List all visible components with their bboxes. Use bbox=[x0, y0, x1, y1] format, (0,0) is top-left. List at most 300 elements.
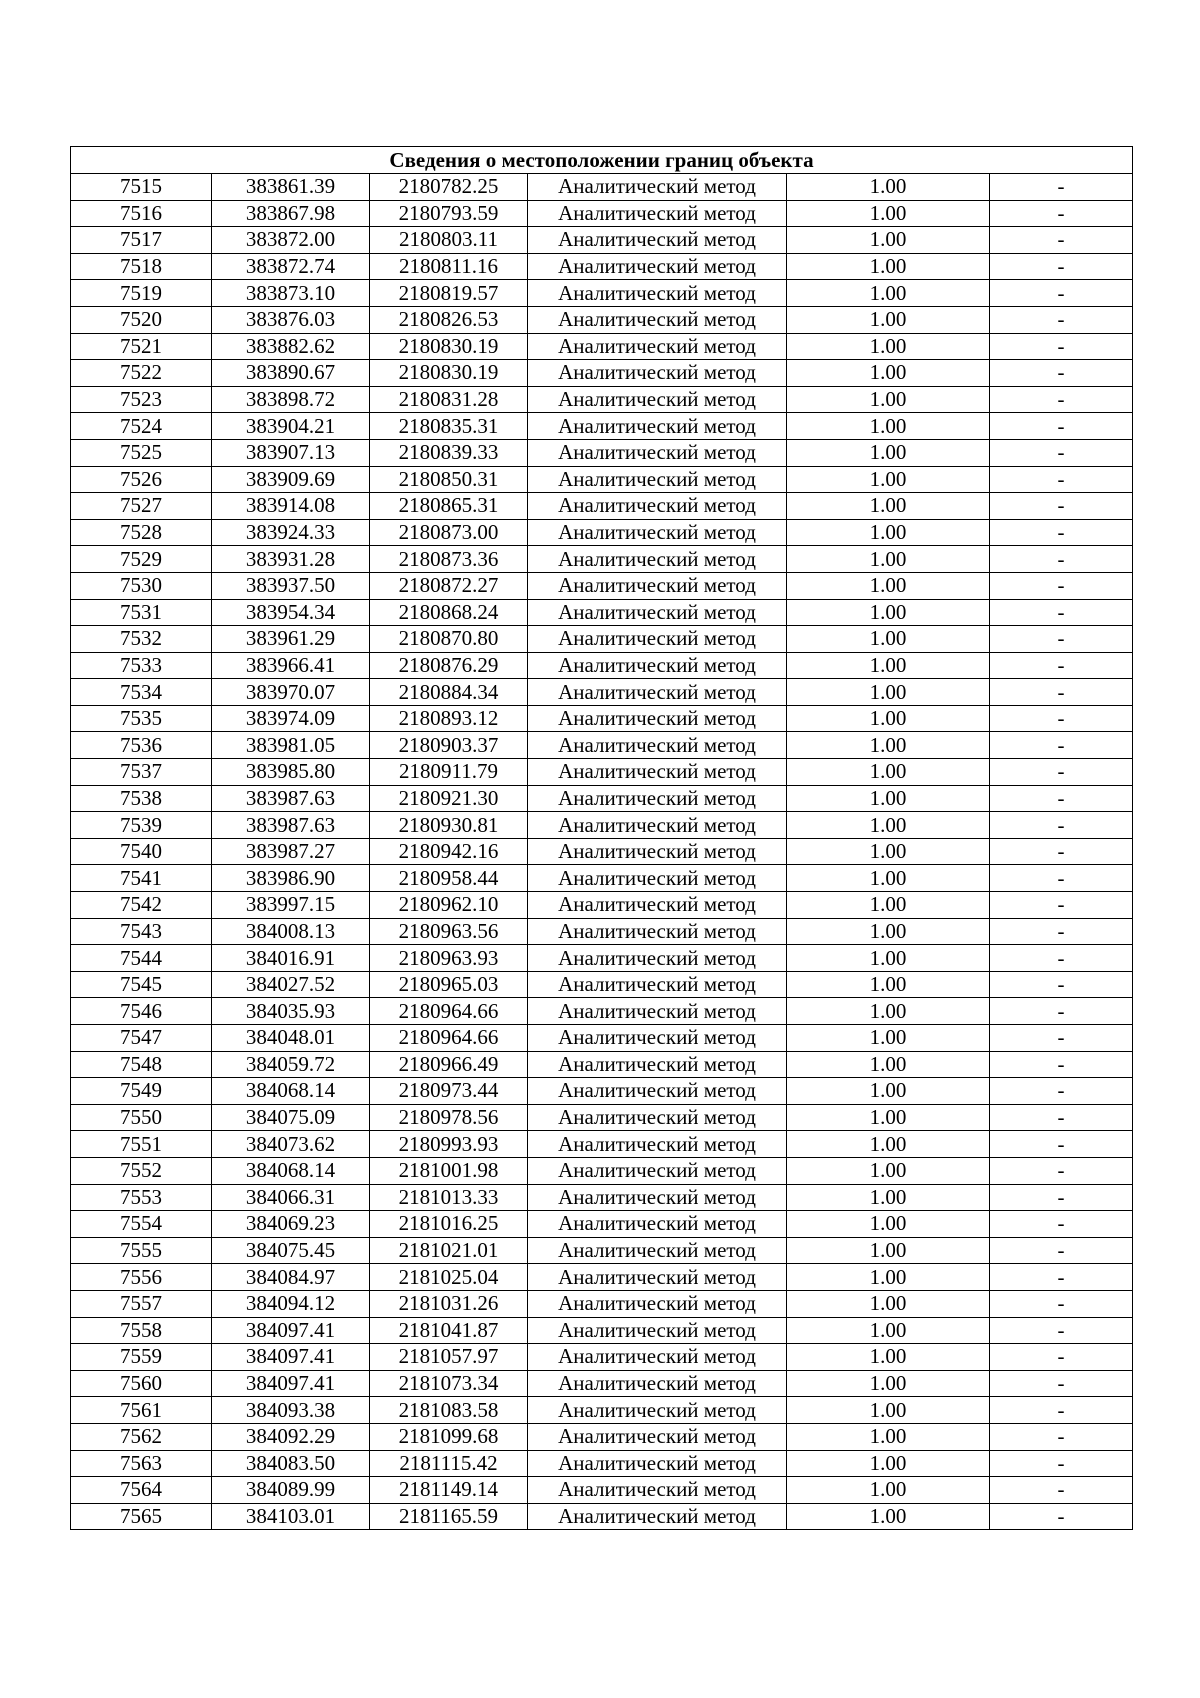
description-cell: - bbox=[990, 413, 1133, 440]
method-cell: Аналитический метод bbox=[528, 812, 787, 839]
description-cell: - bbox=[990, 652, 1133, 679]
method-cell: Аналитический метод bbox=[528, 174, 787, 201]
table-row bbox=[71, 360, 1133, 387]
point-number-cell: 7521 bbox=[71, 333, 212, 360]
point-number-cell: 7554 bbox=[71, 1211, 212, 1238]
point-number-cell: 7537 bbox=[71, 759, 212, 786]
table-row bbox=[71, 386, 1133, 413]
accuracy-cell: 1.00 bbox=[787, 1078, 990, 1105]
method-cell: Аналитический метод bbox=[528, 386, 787, 413]
x-coordinate-cell: 384097.41 bbox=[212, 1344, 370, 1371]
accuracy-cell: 1.00 bbox=[787, 759, 990, 786]
method-cell: Аналитический метод bbox=[528, 1290, 787, 1317]
table-row bbox=[71, 918, 1133, 945]
y-coordinate-cell: 2180793.59 bbox=[370, 200, 528, 227]
method-cell: Аналитический метод bbox=[528, 1131, 787, 1158]
description-cell: - bbox=[990, 1184, 1133, 1211]
description-cell: - bbox=[990, 1344, 1133, 1371]
description-cell: - bbox=[990, 599, 1133, 626]
table-row bbox=[71, 892, 1133, 919]
method-cell: Аналитический метод bbox=[528, 413, 787, 440]
table-row bbox=[71, 945, 1133, 972]
y-coordinate-cell: 2181057.97 bbox=[370, 1344, 528, 1371]
point-number-cell: 7526 bbox=[71, 466, 212, 493]
accuracy-cell: 1.00 bbox=[787, 626, 990, 653]
method-cell: Аналитический метод bbox=[528, 572, 787, 599]
x-coordinate-cell: 384083.50 bbox=[212, 1450, 370, 1477]
x-coordinate-cell: 384035.93 bbox=[212, 998, 370, 1025]
x-coordinate-cell: 384089.99 bbox=[212, 1477, 370, 1504]
description-cell: - bbox=[990, 1477, 1133, 1504]
point-number-cell: 7553 bbox=[71, 1184, 212, 1211]
x-coordinate-cell: 383882.62 bbox=[212, 333, 370, 360]
x-coordinate-cell: 383931.28 bbox=[212, 546, 370, 573]
table-row bbox=[71, 652, 1133, 679]
point-number-cell: 7548 bbox=[71, 1051, 212, 1078]
table-row bbox=[71, 1290, 1133, 1317]
description-cell: - bbox=[990, 679, 1133, 706]
table-row bbox=[71, 1423, 1133, 1450]
point-number-cell: 7515 bbox=[71, 174, 212, 201]
point-number-cell: 7561 bbox=[71, 1397, 212, 1424]
method-cell: Аналитический метод bbox=[528, 918, 787, 945]
table-row bbox=[71, 174, 1133, 201]
table-row bbox=[71, 1078, 1133, 1105]
accuracy-cell: 1.00 bbox=[787, 1290, 990, 1317]
x-coordinate-cell: 384068.14 bbox=[212, 1078, 370, 1105]
table-row bbox=[71, 439, 1133, 466]
description-cell: - bbox=[990, 785, 1133, 812]
point-number-cell: 7555 bbox=[71, 1237, 212, 1264]
description-cell: - bbox=[990, 174, 1133, 201]
accuracy-cell: 1.00 bbox=[787, 360, 990, 387]
x-coordinate-cell: 383987.27 bbox=[212, 838, 370, 865]
description-cell: - bbox=[990, 1290, 1133, 1317]
point-number-cell: 7531 bbox=[71, 599, 212, 626]
accuracy-cell: 1.00 bbox=[787, 1423, 990, 1450]
point-number-cell: 7524 bbox=[71, 413, 212, 440]
point-number-cell: 7551 bbox=[71, 1131, 212, 1158]
y-coordinate-cell: 2181149.14 bbox=[370, 1477, 528, 1504]
description-cell: - bbox=[990, 759, 1133, 786]
accuracy-cell: 1.00 bbox=[787, 1157, 990, 1184]
y-coordinate-cell: 2180830.19 bbox=[370, 360, 528, 387]
method-cell: Аналитический метод bbox=[528, 679, 787, 706]
method-cell: Аналитический метод bbox=[528, 1211, 787, 1238]
method-cell: Аналитический метод bbox=[528, 838, 787, 865]
x-coordinate-cell: 383872.74 bbox=[212, 253, 370, 280]
description-cell: - bbox=[990, 732, 1133, 759]
accuracy-cell: 1.00 bbox=[787, 945, 990, 972]
point-number-cell: 7534 bbox=[71, 679, 212, 706]
point-number-cell: 7522 bbox=[71, 360, 212, 387]
accuracy-cell: 1.00 bbox=[787, 998, 990, 1025]
description-cell: - bbox=[990, 1317, 1133, 1344]
table-row bbox=[71, 200, 1133, 227]
point-number-cell: 7539 bbox=[71, 812, 212, 839]
point-number-cell: 7535 bbox=[71, 705, 212, 732]
accuracy-cell: 1.00 bbox=[787, 1397, 990, 1424]
y-coordinate-cell: 2181073.34 bbox=[370, 1370, 528, 1397]
accuracy-cell: 1.00 bbox=[787, 174, 990, 201]
point-number-cell: 7552 bbox=[71, 1157, 212, 1184]
table-row bbox=[71, 1157, 1133, 1184]
description-cell: - bbox=[990, 626, 1133, 653]
description-cell: - bbox=[990, 1157, 1133, 1184]
x-coordinate-cell: 383914.08 bbox=[212, 493, 370, 520]
table-row bbox=[71, 759, 1133, 786]
accuracy-cell: 1.00 bbox=[787, 1211, 990, 1238]
accuracy-cell: 1.00 bbox=[787, 892, 990, 919]
method-cell: Аналитический метод bbox=[528, 227, 787, 254]
method-cell: Аналитический метод bbox=[528, 493, 787, 520]
description-cell: - bbox=[990, 838, 1133, 865]
point-number-cell: 7560 bbox=[71, 1370, 212, 1397]
description-cell: - bbox=[990, 945, 1133, 972]
table-row bbox=[71, 705, 1133, 732]
point-number-cell: 7546 bbox=[71, 998, 212, 1025]
accuracy-cell: 1.00 bbox=[787, 227, 990, 254]
accuracy-cell: 1.00 bbox=[787, 1264, 990, 1291]
method-cell: Аналитический метод bbox=[528, 1450, 787, 1477]
x-coordinate-cell: 384097.41 bbox=[212, 1317, 370, 1344]
method-cell: Аналитический метод bbox=[528, 1104, 787, 1131]
description-cell: - bbox=[990, 493, 1133, 520]
table-body bbox=[71, 147, 1133, 1530]
point-number-cell: 7527 bbox=[71, 493, 212, 520]
description-cell: - bbox=[990, 1078, 1133, 1105]
method-cell: Аналитический метод bbox=[528, 360, 787, 387]
table-row bbox=[71, 1131, 1133, 1158]
point-number-cell: 7542 bbox=[71, 892, 212, 919]
point-number-cell: 7529 bbox=[71, 546, 212, 573]
x-coordinate-cell: 383987.63 bbox=[212, 812, 370, 839]
accuracy-cell: 1.00 bbox=[787, 519, 990, 546]
x-coordinate-cell: 384066.31 bbox=[212, 1184, 370, 1211]
point-number-cell: 7550 bbox=[71, 1104, 212, 1131]
method-cell: Аналитический метод bbox=[528, 200, 787, 227]
accuracy-cell: 1.00 bbox=[787, 599, 990, 626]
point-number-cell: 7523 bbox=[71, 386, 212, 413]
method-cell: Аналитический метод bbox=[528, 1237, 787, 1264]
description-cell: - bbox=[990, 1503, 1133, 1530]
x-coordinate-cell: 384103.01 bbox=[212, 1503, 370, 1530]
description-cell: - bbox=[990, 1237, 1133, 1264]
x-coordinate-cell: 384094.12 bbox=[212, 1290, 370, 1317]
accuracy-cell: 1.00 bbox=[787, 306, 990, 333]
method-cell: Аналитический метод bbox=[528, 1264, 787, 1291]
method-cell: Аналитический метод bbox=[528, 1477, 787, 1504]
method-cell: Аналитический метод bbox=[528, 306, 787, 333]
description-cell: - bbox=[990, 200, 1133, 227]
accuracy-cell: 1.00 bbox=[787, 1025, 990, 1052]
table-row bbox=[71, 253, 1133, 280]
description-cell: - bbox=[990, 971, 1133, 998]
method-cell: Аналитический метод bbox=[528, 1344, 787, 1371]
table-row bbox=[71, 519, 1133, 546]
y-coordinate-cell: 2180868.24 bbox=[370, 599, 528, 626]
point-number-cell: 7563 bbox=[71, 1450, 212, 1477]
point-number-cell: 7518 bbox=[71, 253, 212, 280]
method-cell: Аналитический метод bbox=[528, 1370, 787, 1397]
point-number-cell: 7517 bbox=[71, 227, 212, 254]
x-coordinate-cell: 383924.33 bbox=[212, 519, 370, 546]
description-cell: - bbox=[990, 865, 1133, 892]
accuracy-cell: 1.00 bbox=[787, 918, 990, 945]
accuracy-cell: 1.00 bbox=[787, 1503, 990, 1530]
table-row bbox=[71, 732, 1133, 759]
method-cell: Аналитический метод bbox=[528, 546, 787, 573]
x-coordinate-cell: 384016.91 bbox=[212, 945, 370, 972]
description-cell: - bbox=[990, 1397, 1133, 1424]
y-coordinate-cell: 2180811.16 bbox=[370, 253, 528, 280]
table-row bbox=[71, 333, 1133, 360]
method-cell: Аналитический метод bbox=[528, 652, 787, 679]
x-coordinate-cell: 383987.63 bbox=[212, 785, 370, 812]
description-cell: - bbox=[990, 892, 1133, 919]
point-number-cell: 7519 bbox=[71, 280, 212, 307]
y-coordinate-cell: 2181021.01 bbox=[370, 1237, 528, 1264]
description-cell: - bbox=[990, 253, 1133, 280]
accuracy-cell: 1.00 bbox=[787, 280, 990, 307]
y-coordinate-cell: 2180978.56 bbox=[370, 1104, 528, 1131]
accuracy-cell: 1.00 bbox=[787, 1344, 990, 1371]
accuracy-cell: 1.00 bbox=[787, 838, 990, 865]
table-row bbox=[71, 306, 1133, 333]
x-coordinate-cell: 383898.72 bbox=[212, 386, 370, 413]
x-coordinate-cell: 384048.01 bbox=[212, 1025, 370, 1052]
accuracy-cell: 1.00 bbox=[787, 546, 990, 573]
y-coordinate-cell: 2180973.44 bbox=[370, 1078, 528, 1105]
x-coordinate-cell: 383954.34 bbox=[212, 599, 370, 626]
accuracy-cell: 1.00 bbox=[787, 200, 990, 227]
table-row bbox=[71, 413, 1133, 440]
point-number-cell: 7559 bbox=[71, 1344, 212, 1371]
table-row bbox=[71, 1264, 1133, 1291]
accuracy-cell: 1.00 bbox=[787, 333, 990, 360]
method-cell: Аналитический метод bbox=[528, 333, 787, 360]
y-coordinate-cell: 2180830.19 bbox=[370, 333, 528, 360]
y-coordinate-cell: 2180964.66 bbox=[370, 998, 528, 1025]
y-coordinate-cell: 2180870.80 bbox=[370, 626, 528, 653]
table-row bbox=[71, 1344, 1133, 1371]
y-coordinate-cell: 2180958.44 bbox=[370, 865, 528, 892]
accuracy-cell: 1.00 bbox=[787, 572, 990, 599]
method-cell: Аналитический метод bbox=[528, 1051, 787, 1078]
x-coordinate-cell: 383909.69 bbox=[212, 466, 370, 493]
description-cell: - bbox=[990, 1131, 1133, 1158]
y-coordinate-cell: 2181165.59 bbox=[370, 1503, 528, 1530]
point-number-cell: 7545 bbox=[71, 971, 212, 998]
description-cell: - bbox=[990, 360, 1133, 387]
accuracy-cell: 1.00 bbox=[787, 466, 990, 493]
point-number-cell: 7536 bbox=[71, 732, 212, 759]
point-number-cell: 7557 bbox=[71, 1290, 212, 1317]
point-number-cell: 7516 bbox=[71, 200, 212, 227]
description-cell: - bbox=[990, 998, 1133, 1025]
point-number-cell: 7564 bbox=[71, 1477, 212, 1504]
table-row bbox=[71, 1237, 1133, 1264]
point-number-cell: 7541 bbox=[71, 865, 212, 892]
point-number-cell: 7532 bbox=[71, 626, 212, 653]
method-cell: Аналитический метод bbox=[528, 626, 787, 653]
table-row bbox=[71, 971, 1133, 998]
y-coordinate-cell: 2180873.00 bbox=[370, 519, 528, 546]
y-coordinate-cell: 2180831.28 bbox=[370, 386, 528, 413]
y-coordinate-cell: 2180839.33 bbox=[370, 439, 528, 466]
accuracy-cell: 1.00 bbox=[787, 652, 990, 679]
y-coordinate-cell: 2180962.10 bbox=[370, 892, 528, 919]
x-coordinate-cell: 383876.03 bbox=[212, 306, 370, 333]
table-row bbox=[71, 626, 1133, 653]
table-row bbox=[71, 1370, 1133, 1397]
point-number-cell: 7538 bbox=[71, 785, 212, 812]
y-coordinate-cell: 2181025.04 bbox=[370, 1264, 528, 1291]
description-cell: - bbox=[990, 439, 1133, 466]
description-cell: - bbox=[990, 1025, 1133, 1052]
point-number-cell: 7558 bbox=[71, 1317, 212, 1344]
x-coordinate-cell: 383997.15 bbox=[212, 892, 370, 919]
method-cell: Аналитический метод bbox=[528, 705, 787, 732]
table-row bbox=[71, 280, 1133, 307]
y-coordinate-cell: 2180782.25 bbox=[370, 174, 528, 201]
x-coordinate-cell: 384075.45 bbox=[212, 1237, 370, 1264]
accuracy-cell: 1.00 bbox=[787, 812, 990, 839]
table-title-row bbox=[71, 147, 1133, 174]
description-cell: - bbox=[990, 1211, 1133, 1238]
accuracy-cell: 1.00 bbox=[787, 1051, 990, 1078]
method-cell: Аналитический метод bbox=[528, 1423, 787, 1450]
description-cell: - bbox=[990, 1423, 1133, 1450]
y-coordinate-cell: 2180911.79 bbox=[370, 759, 528, 786]
x-coordinate-cell: 384097.41 bbox=[212, 1370, 370, 1397]
method-cell: Аналитический метод bbox=[528, 1157, 787, 1184]
point-number-cell: 7547 bbox=[71, 1025, 212, 1052]
accuracy-cell: 1.00 bbox=[787, 439, 990, 466]
y-coordinate-cell: 2181016.25 bbox=[370, 1211, 528, 1238]
description-cell: - bbox=[990, 466, 1133, 493]
y-coordinate-cell: 2180963.56 bbox=[370, 918, 528, 945]
table-row bbox=[71, 865, 1133, 892]
x-coordinate-cell: 383890.67 bbox=[212, 360, 370, 387]
y-coordinate-cell: 2180819.57 bbox=[370, 280, 528, 307]
method-cell: Аналитический метод bbox=[528, 998, 787, 1025]
table-row bbox=[71, 1051, 1133, 1078]
y-coordinate-cell: 2180964.66 bbox=[370, 1025, 528, 1052]
y-coordinate-cell: 2180966.49 bbox=[370, 1051, 528, 1078]
accuracy-cell: 1.00 bbox=[787, 865, 990, 892]
y-coordinate-cell: 2181013.33 bbox=[370, 1184, 528, 1211]
method-cell: Аналитический метод bbox=[528, 865, 787, 892]
description-cell: - bbox=[990, 306, 1133, 333]
x-coordinate-cell: 383970.07 bbox=[212, 679, 370, 706]
accuracy-cell: 1.00 bbox=[787, 705, 990, 732]
method-cell: Аналитический метод bbox=[528, 1078, 787, 1105]
description-cell: - bbox=[990, 1264, 1133, 1291]
accuracy-cell: 1.00 bbox=[787, 493, 990, 520]
accuracy-cell: 1.00 bbox=[787, 679, 990, 706]
point-number-cell: 7520 bbox=[71, 306, 212, 333]
x-coordinate-cell: 384059.72 bbox=[212, 1051, 370, 1078]
accuracy-cell: 1.00 bbox=[787, 1131, 990, 1158]
table-title: Сведения о местоположении границ объекта bbox=[71, 147, 1133, 174]
accuracy-cell: 1.00 bbox=[787, 1184, 990, 1211]
method-cell: Аналитический метод bbox=[528, 466, 787, 493]
x-coordinate-cell: 383861.39 bbox=[212, 174, 370, 201]
y-coordinate-cell: 2181001.98 bbox=[370, 1157, 528, 1184]
y-coordinate-cell: 2180903.37 bbox=[370, 732, 528, 759]
table-row bbox=[71, 785, 1133, 812]
point-number-cell: 7528 bbox=[71, 519, 212, 546]
y-coordinate-cell: 2180963.93 bbox=[370, 945, 528, 972]
x-coordinate-cell: 383966.41 bbox=[212, 652, 370, 679]
x-coordinate-cell: 383872.00 bbox=[212, 227, 370, 254]
accuracy-cell: 1.00 bbox=[787, 386, 990, 413]
table-row bbox=[71, 466, 1133, 493]
description-cell: - bbox=[990, 280, 1133, 307]
y-coordinate-cell: 2180872.27 bbox=[370, 572, 528, 599]
y-coordinate-cell: 2180803.11 bbox=[370, 227, 528, 254]
table-row bbox=[71, 1450, 1133, 1477]
y-coordinate-cell: 2181115.42 bbox=[370, 1450, 528, 1477]
y-coordinate-cell: 2180873.36 bbox=[370, 546, 528, 573]
y-coordinate-cell: 2180930.81 bbox=[370, 812, 528, 839]
point-number-cell: 7544 bbox=[71, 945, 212, 972]
y-coordinate-cell: 2180993.93 bbox=[370, 1131, 528, 1158]
y-coordinate-cell: 2180826.53 bbox=[370, 306, 528, 333]
x-coordinate-cell: 384075.09 bbox=[212, 1104, 370, 1131]
table-row bbox=[71, 1025, 1133, 1052]
table-row bbox=[71, 1184, 1133, 1211]
table-row bbox=[71, 679, 1133, 706]
x-coordinate-cell: 383974.09 bbox=[212, 705, 370, 732]
table-row bbox=[71, 812, 1133, 839]
boundary-coordinates-table bbox=[70, 146, 1133, 1530]
description-cell: - bbox=[990, 1104, 1133, 1131]
table-row bbox=[71, 1477, 1133, 1504]
description-cell: - bbox=[990, 546, 1133, 573]
accuracy-cell: 1.00 bbox=[787, 1104, 990, 1131]
table-row bbox=[71, 572, 1133, 599]
method-cell: Аналитический метод bbox=[528, 280, 787, 307]
accuracy-cell: 1.00 bbox=[787, 1370, 990, 1397]
point-number-cell: 7525 bbox=[71, 439, 212, 466]
x-coordinate-cell: 383961.29 bbox=[212, 626, 370, 653]
accuracy-cell: 1.00 bbox=[787, 1237, 990, 1264]
method-cell: Аналитический метод bbox=[528, 439, 787, 466]
method-cell: Аналитический метод bbox=[528, 945, 787, 972]
x-coordinate-cell: 384073.62 bbox=[212, 1131, 370, 1158]
x-coordinate-cell: 383904.21 bbox=[212, 413, 370, 440]
x-coordinate-cell: 384093.38 bbox=[212, 1397, 370, 1424]
x-coordinate-cell: 384084.97 bbox=[212, 1264, 370, 1291]
accuracy-cell: 1.00 bbox=[787, 785, 990, 812]
method-cell: Аналитический метод bbox=[528, 759, 787, 786]
method-cell: Аналитический метод bbox=[528, 892, 787, 919]
y-coordinate-cell: 2180884.34 bbox=[370, 679, 528, 706]
description-cell: - bbox=[990, 572, 1133, 599]
table-row bbox=[71, 1211, 1133, 1238]
x-coordinate-cell: 383907.13 bbox=[212, 439, 370, 466]
table-row bbox=[71, 1104, 1133, 1131]
description-cell: - bbox=[990, 1450, 1133, 1477]
point-number-cell: 7549 bbox=[71, 1078, 212, 1105]
method-cell: Аналитический метод bbox=[528, 785, 787, 812]
method-cell: Аналитический метод bbox=[528, 1317, 787, 1344]
point-number-cell: 7533 bbox=[71, 652, 212, 679]
x-coordinate-cell: 383986.90 bbox=[212, 865, 370, 892]
description-cell: - bbox=[990, 519, 1133, 546]
